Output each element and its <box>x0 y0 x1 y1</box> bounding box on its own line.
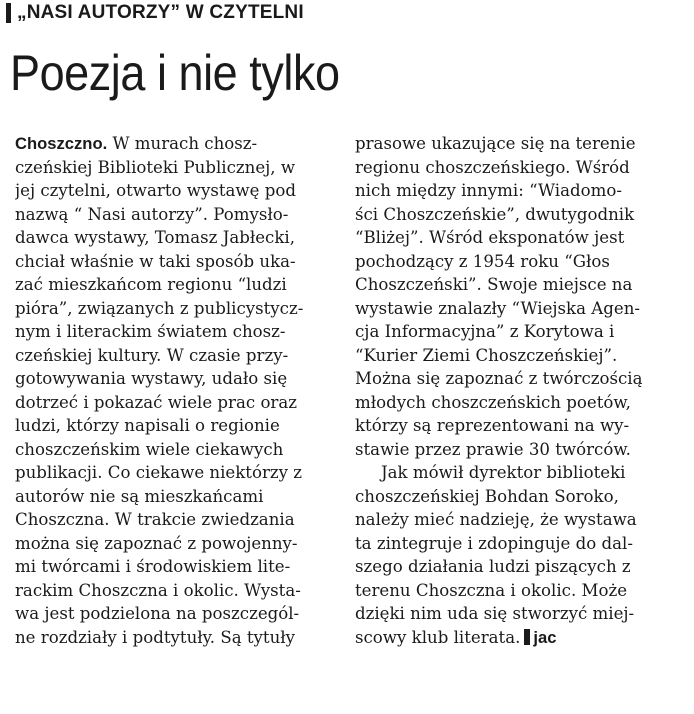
text-line <box>355 156 687 180</box>
text-line-content: choszczeńskiej Bohdan Soroko, <box>355 486 619 506</box>
text-line <box>15 461 353 485</box>
text-line <box>15 273 353 297</box>
text-line <box>355 203 687 227</box>
text-line <box>355 297 687 321</box>
kicker-text: „NASI AUTORZY” W CZYTELNI <box>17 2 304 23</box>
text-line <box>15 508 353 532</box>
text-line-content: publikacji. Co ciekawe niektórzy z <box>15 463 303 482</box>
text-line-content: Choszczeński”. Swoje miejsce na <box>355 275 633 294</box>
text-line-content: czeńskiej Biblioteki Publicznej, w <box>15 157 296 177</box>
text-line-content: terenu Choszczna i okolic. Może <box>355 580 628 600</box>
text-line <box>355 344 687 368</box>
text-line <box>15 602 353 626</box>
text-line-content: rackim Choszczna i okolic. Wysta- <box>15 580 301 600</box>
text-line <box>355 508 687 532</box>
text-line <box>15 156 353 180</box>
text-line <box>355 391 687 415</box>
text-line-content: młodych choszczeńskich poetów, <box>355 392 631 412</box>
text-line-content: stawie przez prawie 30 twórców. <box>355 439 631 459</box>
text-line-content: “Bliżej”. Wśród eksponatów jest <box>355 228 625 247</box>
text-line-content: autorów nie są mieszkańcami <box>15 486 264 506</box>
text-line-content: wa jest podzielona na poszczegól- <box>15 604 300 623</box>
text-line-content: nazwą “ Nasi autorzy”. Pomysło- <box>15 204 289 224</box>
text-line <box>355 320 687 344</box>
text-line-content: którzy są reprezentowani na wy- <box>355 416 630 435</box>
text-line-content: nich między innymi: “Wiadomo- <box>355 181 622 200</box>
text-line <box>355 485 687 509</box>
article-column-left <box>15 132 353 649</box>
text-line-content: “Kurier Ziemi Choszczeńskiej”. <box>355 345 618 365</box>
text-line <box>15 438 353 462</box>
text-line <box>355 438 687 462</box>
text-line-content: dzięki nim uda się stworzyć miej- <box>355 604 635 623</box>
text-line-content: ludzi, którzy napisali o regionie <box>15 416 280 435</box>
text-line <box>355 367 687 391</box>
section-kicker <box>6 2 304 24</box>
text-line-content: mi twórcami i środowiskiem lite- <box>15 557 291 576</box>
text-line <box>15 179 353 203</box>
text-line-content: Choszczna. W trakcie zwiedzania <box>15 510 295 529</box>
text-line <box>355 555 687 579</box>
text-line <box>355 579 687 603</box>
text-line <box>355 179 687 203</box>
text-line <box>355 226 687 250</box>
article-column-right <box>355 132 687 649</box>
text-line <box>355 602 687 626</box>
text-line-fragment: W murach chosz- <box>107 134 258 153</box>
text-line-content: ta zintegruje i zdopinguje do dal- <box>355 533 633 553</box>
text-line <box>15 297 353 321</box>
text-line-content: zać mieszkańcom regionu “ludzi <box>15 275 287 294</box>
text-line <box>15 532 353 556</box>
text-line <box>15 344 353 368</box>
text-line-content: regionu choszczeńskiego. Wśród <box>355 157 630 177</box>
text-line-content: można się zapoznać z powojenny- <box>15 533 298 553</box>
text-line-content: ne rozdziały i podtytuły. Są tytuły <box>15 627 296 647</box>
headline: Poezja i nie tylko <box>10 45 340 101</box>
text-line-fragment: scowy klub literata. <box>355 627 521 647</box>
text-line <box>355 626 687 650</box>
text-line-content: gotowywania wystawy, udało się <box>15 369 288 388</box>
text-line-content: prasowe ukazujące się na terenie <box>355 134 636 153</box>
dateline: Choszczno. <box>15 134 108 153</box>
text-line-paragraph-start <box>355 461 687 485</box>
kicker-bar-marker <box>6 3 11 23</box>
text-line <box>15 414 353 438</box>
text-line <box>15 391 353 415</box>
text-line <box>15 226 353 250</box>
text-line-content: dotrzeć i pokazać wiele prac oraz <box>15 392 297 412</box>
text-line <box>355 132 687 156</box>
text-line <box>15 485 353 509</box>
text-line <box>15 203 353 227</box>
text-line <box>15 320 353 344</box>
text-line <box>15 367 353 391</box>
text-line-content: wystawie znalazły “Wiejska Agen- <box>355 298 640 318</box>
text-line-content: Można się zapoznać z twórczością <box>355 369 643 388</box>
text-line-content: należy mieć nadzieję, że wystawa <box>355 510 637 529</box>
text-line-content: szego działania ludzi piszących z <box>355 557 631 576</box>
text-line-content: chciał właśnie w taki sposób uka- <box>15 251 296 271</box>
text-line-content: jej czytelni, otwarto wystawę pod <box>15 181 296 200</box>
text-line-content: choszczeńskim wiele ciekawych <box>15 439 284 459</box>
text-line <box>15 626 353 650</box>
text-line-content: czeńskiej kultury. W czasie przy- <box>15 345 289 365</box>
text-line <box>15 555 353 579</box>
text-line-content: dawca wystawy, Tomasz Jabłecki, <box>15 228 295 247</box>
text-line <box>15 579 353 603</box>
text-line <box>355 532 687 556</box>
text-line <box>355 414 687 438</box>
text-line <box>355 250 687 274</box>
text-line <box>15 132 353 156</box>
text-line-content: ści Choszczeńskie”, dwutygodnik <box>355 204 635 224</box>
text-line-content: pochodzący z 1954 roku “Głos <box>355 251 610 271</box>
text-line-content: pióra”, związanych z publicystycz- <box>15 298 304 318</box>
text-line-content: cja Informacyjna” z Korytowa i <box>355 322 615 341</box>
text-line-content: Jak mówił dyrektor biblioteki <box>381 463 626 482</box>
end-mark <box>524 629 530 645</box>
text-line-content: nym i literackim światem chosz- <box>15 322 286 341</box>
text-line <box>15 250 353 274</box>
author-signature: jac <box>533 627 557 647</box>
text-line <box>355 273 687 297</box>
